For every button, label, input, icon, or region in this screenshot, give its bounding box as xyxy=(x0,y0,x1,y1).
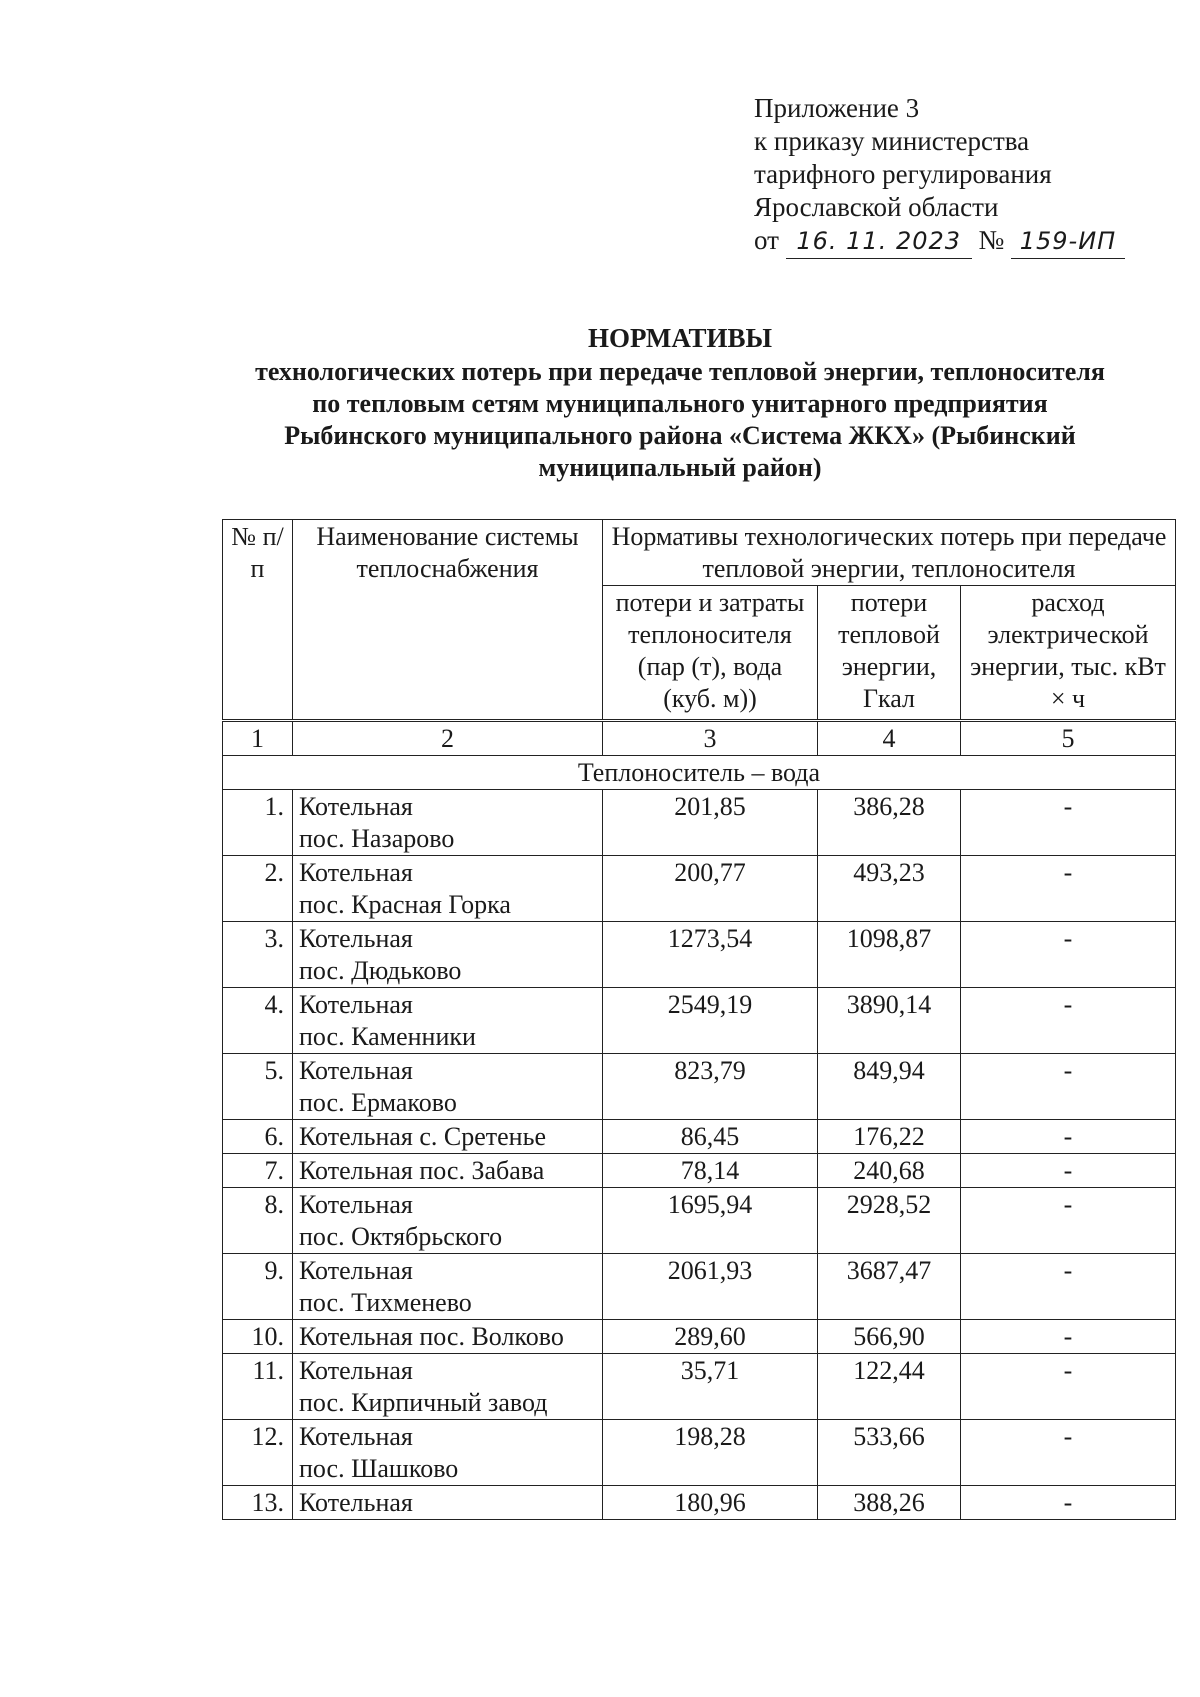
coolant-loss-value: 2549,19 xyxy=(603,988,818,1054)
table-row xyxy=(223,856,1176,922)
column-numbers-row xyxy=(223,721,1176,756)
system-name-line: Котельная xyxy=(299,1056,413,1085)
system-name xyxy=(293,922,603,988)
electricity-value: - xyxy=(961,988,1176,1054)
row-number: 13. xyxy=(223,1486,293,1520)
table-row xyxy=(223,922,1176,988)
system-name xyxy=(293,1120,603,1154)
system-name xyxy=(293,988,603,1054)
coolant-loss-value: 823,79 xyxy=(603,1054,818,1120)
electricity-value: - xyxy=(961,790,1176,856)
row-number: 6. xyxy=(223,1120,293,1154)
row-number: 4. xyxy=(223,988,293,1054)
table-row xyxy=(223,1420,1176,1486)
norms-table xyxy=(222,519,1176,1520)
system-name xyxy=(293,1154,603,1188)
system-name-line: Котельная пос. Волково xyxy=(299,1322,564,1351)
electricity-value: - xyxy=(961,1154,1176,1188)
heat-loss-value: 493,23 xyxy=(818,856,961,922)
system-name-line: пос. Октябрьского xyxy=(299,1222,503,1251)
system-name-line: Котельная xyxy=(299,1190,413,1219)
system-name-line: пос. Кирпичный завод xyxy=(299,1388,548,1417)
system-name-line: Котельная с. Сретенье xyxy=(299,1122,546,1151)
handwritten-order-number: 159-ИП xyxy=(1011,225,1125,259)
header-name: Наименование системы теплоснабжения xyxy=(293,520,603,721)
appendix-line: тарифного регулирования xyxy=(754,159,1052,189)
system-name-line: Котельная xyxy=(299,1256,413,1285)
header-col3: потери и затраты теплоносителя (пар (т), вода (куб. м)) xyxy=(603,586,818,721)
column-number: 4 xyxy=(818,721,961,756)
electricity-value: - xyxy=(961,1120,1176,1154)
electricity-value: - xyxy=(961,1320,1176,1354)
row-number: 8. xyxy=(223,1188,293,1254)
electricity-value: - xyxy=(961,1188,1176,1254)
heat-loss-value: 2928,52 xyxy=(818,1188,961,1254)
coolant-loss-value: 2061,93 xyxy=(603,1254,818,1320)
system-name-line: Котельная пос. Забава xyxy=(299,1156,545,1185)
date-prefix: от xyxy=(754,225,779,255)
system-name-line: пос. Назарово xyxy=(299,824,455,853)
table-row xyxy=(223,1354,1176,1420)
coolant-loss-value: 78,14 xyxy=(603,1154,818,1188)
system-name-line: Котельная xyxy=(299,792,413,821)
system-name xyxy=(293,1354,603,1420)
electricity-value: - xyxy=(961,1486,1176,1520)
system-name-line: пос. Тихменево xyxy=(299,1288,472,1317)
system-name-line: пос. Красная Горка xyxy=(299,890,511,919)
header-col5: расход электрической энергии, тыс. кВт × ч xyxy=(961,586,1176,721)
row-number: 7. xyxy=(223,1154,293,1188)
handwritten-date: 16. 11. 2023 xyxy=(786,225,972,259)
heat-loss-value: 388,26 xyxy=(818,1486,961,1520)
coolant-loss-value: 1695,94 xyxy=(603,1188,818,1254)
coolant-loss-value: 289,60 xyxy=(603,1320,818,1354)
heat-loss-value: 533,66 xyxy=(818,1420,961,1486)
header-col4: потери тепловой энергии, Гкал xyxy=(818,586,961,721)
appendix-line: Приложение 3 xyxy=(754,93,920,123)
coolant-loss-value: 200,77 xyxy=(603,856,818,922)
system-name-line: пос. Дюдьково xyxy=(299,956,462,985)
system-name xyxy=(293,856,603,922)
header-num: № п/п xyxy=(223,520,293,721)
system-name-line: пос. Ермаково xyxy=(299,1088,457,1117)
heat-loss-value: 176,22 xyxy=(818,1120,961,1154)
coolant-loss-value: 35,71 xyxy=(603,1354,818,1420)
row-number: 9. xyxy=(223,1254,293,1320)
appendix-line: Ярославской области xyxy=(754,192,999,222)
coolant-loss-value: 201,85 xyxy=(603,790,818,856)
system-name xyxy=(293,1254,603,1320)
column-number: 3 xyxy=(603,721,818,756)
table-row xyxy=(223,1486,1176,1520)
column-number: 2 xyxy=(293,721,603,756)
appendix-date-line xyxy=(754,224,1125,259)
row-number: 1. xyxy=(223,790,293,856)
system-name xyxy=(293,790,603,856)
table-row xyxy=(223,1120,1176,1154)
system-name xyxy=(293,1188,603,1254)
system-name-line: Котельная xyxy=(299,858,413,887)
electricity-value: - xyxy=(961,1054,1176,1120)
system-name-line: Котельная xyxy=(299,1356,413,1385)
electricity-value: - xyxy=(961,922,1176,988)
system-name xyxy=(293,1054,603,1120)
electricity-value: - xyxy=(961,1420,1176,1486)
section-label: Теплоноситель – вода xyxy=(223,756,1176,790)
table-row xyxy=(223,1054,1176,1120)
title-line: Рыбинского муниципального района «Система ЖКХ» (Рыбинский xyxy=(284,421,1076,450)
coolant-loss-value: 180,96 xyxy=(603,1486,818,1520)
column-number: 5 xyxy=(961,721,1176,756)
system-name xyxy=(293,1420,603,1486)
row-number: 10. xyxy=(223,1320,293,1354)
table-row xyxy=(223,988,1176,1054)
row-number: 12. xyxy=(223,1420,293,1486)
system-name-line: пос. Каменники xyxy=(299,1022,476,1051)
row-number: 11. xyxy=(223,1354,293,1420)
title-line: муниципальный район) xyxy=(538,453,822,482)
system-name-line: Котельная xyxy=(299,924,413,953)
appendix-line: к приказу министерства xyxy=(754,126,1030,156)
number-prefix: № xyxy=(978,225,1005,255)
coolant-loss-value: 86,45 xyxy=(603,1120,818,1154)
header-group: Нормативы технологических потерь при передаче тепловой энергии, теплоносителя xyxy=(603,520,1176,586)
row-number: 5. xyxy=(223,1054,293,1120)
system-name-line: пос. Шашково xyxy=(299,1454,459,1483)
electricity-value: - xyxy=(961,1354,1176,1420)
heat-loss-value: 3890,14 xyxy=(818,988,961,1054)
table-header-row xyxy=(223,520,1176,586)
heat-loss-value: 3687,47 xyxy=(818,1254,961,1320)
row-number: 3. xyxy=(223,922,293,988)
heat-loss-value: 122,44 xyxy=(818,1354,961,1420)
heat-loss-value: 1098,87 xyxy=(818,922,961,988)
title-line: технологических потерь при передаче тепловой энергии, теплоносителя xyxy=(255,357,1105,386)
electricity-value: - xyxy=(961,1254,1176,1320)
table-row xyxy=(223,1188,1176,1254)
table-row xyxy=(223,1154,1176,1188)
table-row xyxy=(223,1320,1176,1354)
system-name-line: Котельная xyxy=(299,990,413,1019)
heat-loss-value: 240,68 xyxy=(818,1154,961,1188)
electricity-value: - xyxy=(961,856,1176,922)
heat-loss-value: 566,90 xyxy=(818,1320,961,1354)
heat-loss-value: 386,28 xyxy=(818,790,961,856)
row-number: 2. xyxy=(223,856,293,922)
system-name xyxy=(293,1486,603,1520)
coolant-loss-value: 198,28 xyxy=(603,1420,818,1486)
section-row xyxy=(223,756,1176,790)
title-line: по тепловым сетям муниципального унитарного предприятия xyxy=(312,389,1048,418)
appendix-block xyxy=(754,92,1125,259)
column-number: 1 xyxy=(223,721,293,756)
coolant-loss-value: 1273,54 xyxy=(603,922,818,988)
table-row xyxy=(223,1254,1176,1320)
system-name xyxy=(293,1320,603,1354)
system-name-line: Котельная xyxy=(299,1422,413,1451)
system-name-line: Котельная xyxy=(299,1488,413,1517)
title-main: НОРМАТИВЫ xyxy=(587,323,773,353)
table-row xyxy=(223,790,1176,856)
document-title xyxy=(190,322,1170,484)
heat-loss-value: 849,94 xyxy=(818,1054,961,1120)
